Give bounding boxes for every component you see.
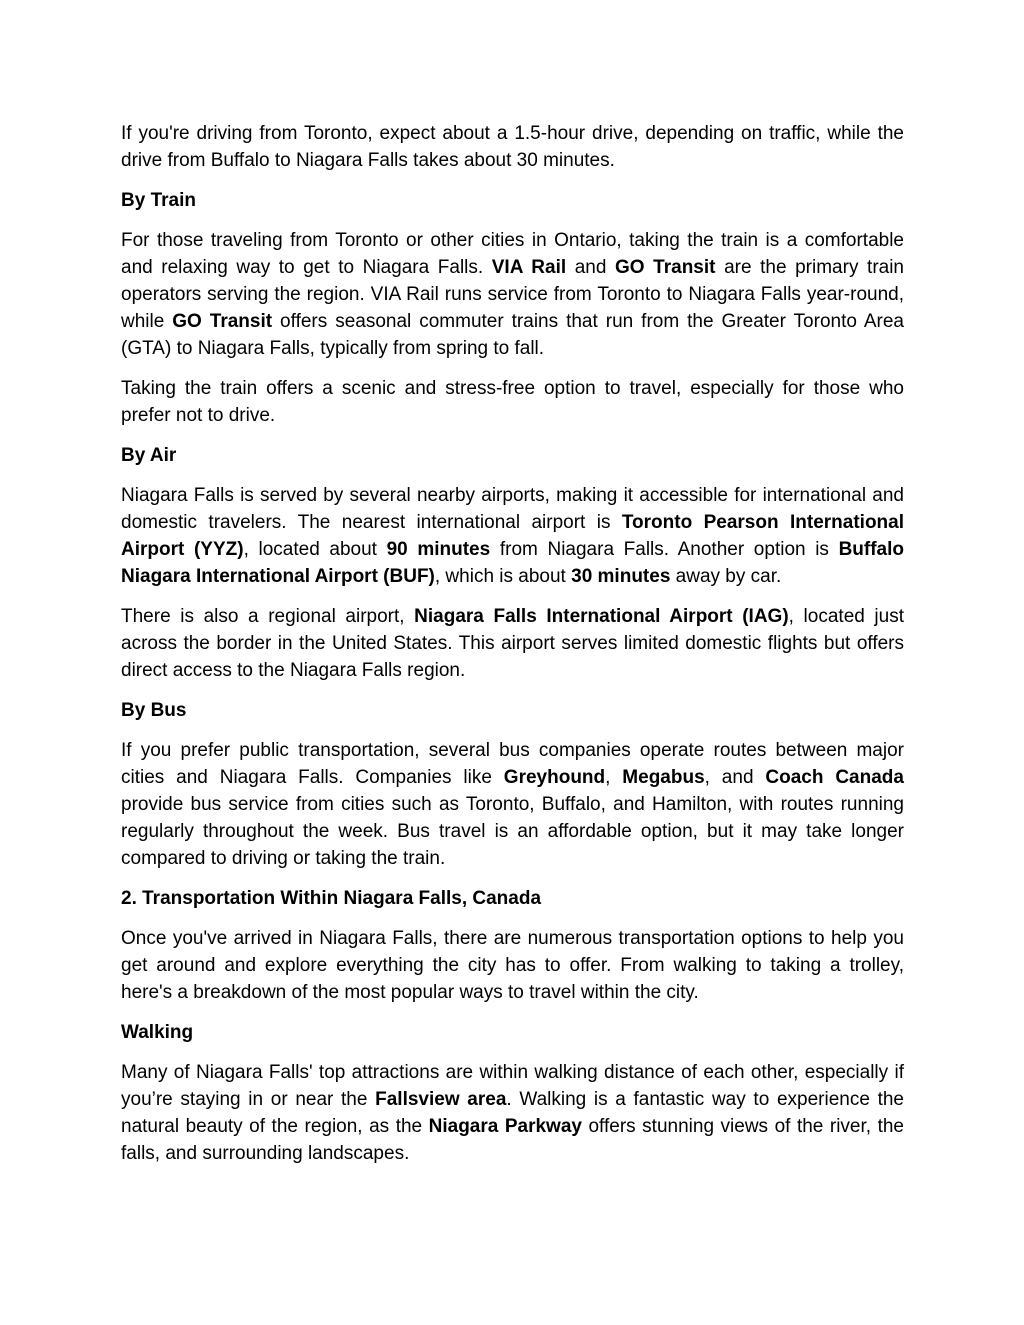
bold-text: VIA Rail: [491, 257, 567, 278]
text-run: , which is about: [434, 566, 572, 587]
text-run: , located just across the border in the United States. This airport serves limited domestic flights but offers direct access to the Niagara Falls region.: [121, 606, 905, 681]
text-run: ,: [605, 767, 623, 788]
bold-text: GO Transit: [172, 311, 273, 332]
text-run: There is also a regional airport,: [121, 606, 415, 627]
text-run: For those traveling from Toronto or other cities in Ontario, taking the train is a comfortable and relaxing way to get to Niagara Falls.: [121, 230, 904, 278]
text-run: Niagara Falls is served by several nearby airports, making it accessible for international and domestic travelers. The nearest international airport is: [121, 485, 904, 533]
text-run: offers seasonal commuter trains that run from the Greater Toronto Area (GTA) to Niagara Falls, typically from spring to fall.: [121, 311, 904, 359]
section-heading: 2. Transportation Within Niagara Falls, Canada: [121, 888, 542, 909]
bold-text: Niagara Falls International Airport (IAG): [414, 606, 789, 627]
text-run: If you're driving from Toronto, expect about a 1.5-hour drive, depending on traffic, while the drive from Buffalo to Niagara Falls takes about 30 minutes.: [121, 123, 904, 171]
text-run: , and: [704, 767, 766, 788]
section-heading: By Bus: [121, 700, 187, 721]
body-paragraph: [121, 227, 904, 362]
bold-text: Toronto Pearson International Airport (YYZ): [121, 512, 904, 560]
bold-text: Fallsview area: [375, 1089, 507, 1110]
bold-text: 30 minutes: [571, 566, 671, 587]
text-run: Taking the train offers a scenic and stress-free option to travel, especially for those who prefer not to drive.: [121, 378, 904, 426]
body-paragraph: [121, 1059, 904, 1167]
bold-text: Greyhound: [503, 767, 606, 788]
text-run: and: [566, 257, 616, 278]
text-run: from Niagara Falls. Another option is: [490, 539, 839, 560]
bold-text: Megabus: [622, 767, 705, 788]
text-run: offers stunning views of the river, the falls, and surrounding landscapes.: [121, 1116, 904, 1164]
body-paragraph: [121, 603, 904, 684]
section-heading: Walking: [121, 1022, 194, 1043]
bold-text: 90 minutes: [386, 539, 491, 560]
bold-text: Buffalo Niagara International Airport (BUF): [121, 539, 904, 587]
text-run: provide bus service from cities such as Toronto, Buffalo, and Hamilton, with routes running regularly throughout the week. Bus travel is an affordable option, but it may take longer compared to driving or taking the train.: [121, 794, 904, 869]
text-run: Once you've arrived in Niagara Falls, there are numerous transportation options to help you get around and explore everything the city has to offer. From walking to taking a trolley, here's a breakdown of the most popular ways to travel within the city.: [121, 928, 904, 1003]
text-run: If you prefer public transportation, several bus companies operate routes between major cities and Niagara Falls. Companies like: [121, 740, 904, 788]
bold-text: GO Transit: [615, 257, 716, 278]
text-run: Many of Niagara Falls' top attractions are within walking distance of each other, especially if you’re staying in or near the: [121, 1062, 904, 1110]
text-run: are the primary train operators serving the region. VIA Rail runs service from Toronto to Niagara Falls year-round, while: [121, 257, 904, 332]
body-paragraph: [121, 925, 904, 1006]
bold-text: Coach Canada: [765, 767, 904, 788]
body-paragraph: [121, 482, 904, 590]
body-paragraph: [121, 375, 904, 429]
text-run: . Walking is a fantastic way to experience the natural beauty of the region, as the: [121, 1089, 904, 1137]
section-heading: By Air: [121, 445, 177, 466]
body-paragraph: [121, 120, 904, 174]
text-run: away by car.: [670, 566, 782, 587]
text-run: , located about: [243, 539, 387, 560]
section-heading: By Train: [121, 190, 196, 211]
bold-text: Niagara Parkway: [428, 1116, 582, 1137]
body-paragraph: [121, 737, 904, 872]
